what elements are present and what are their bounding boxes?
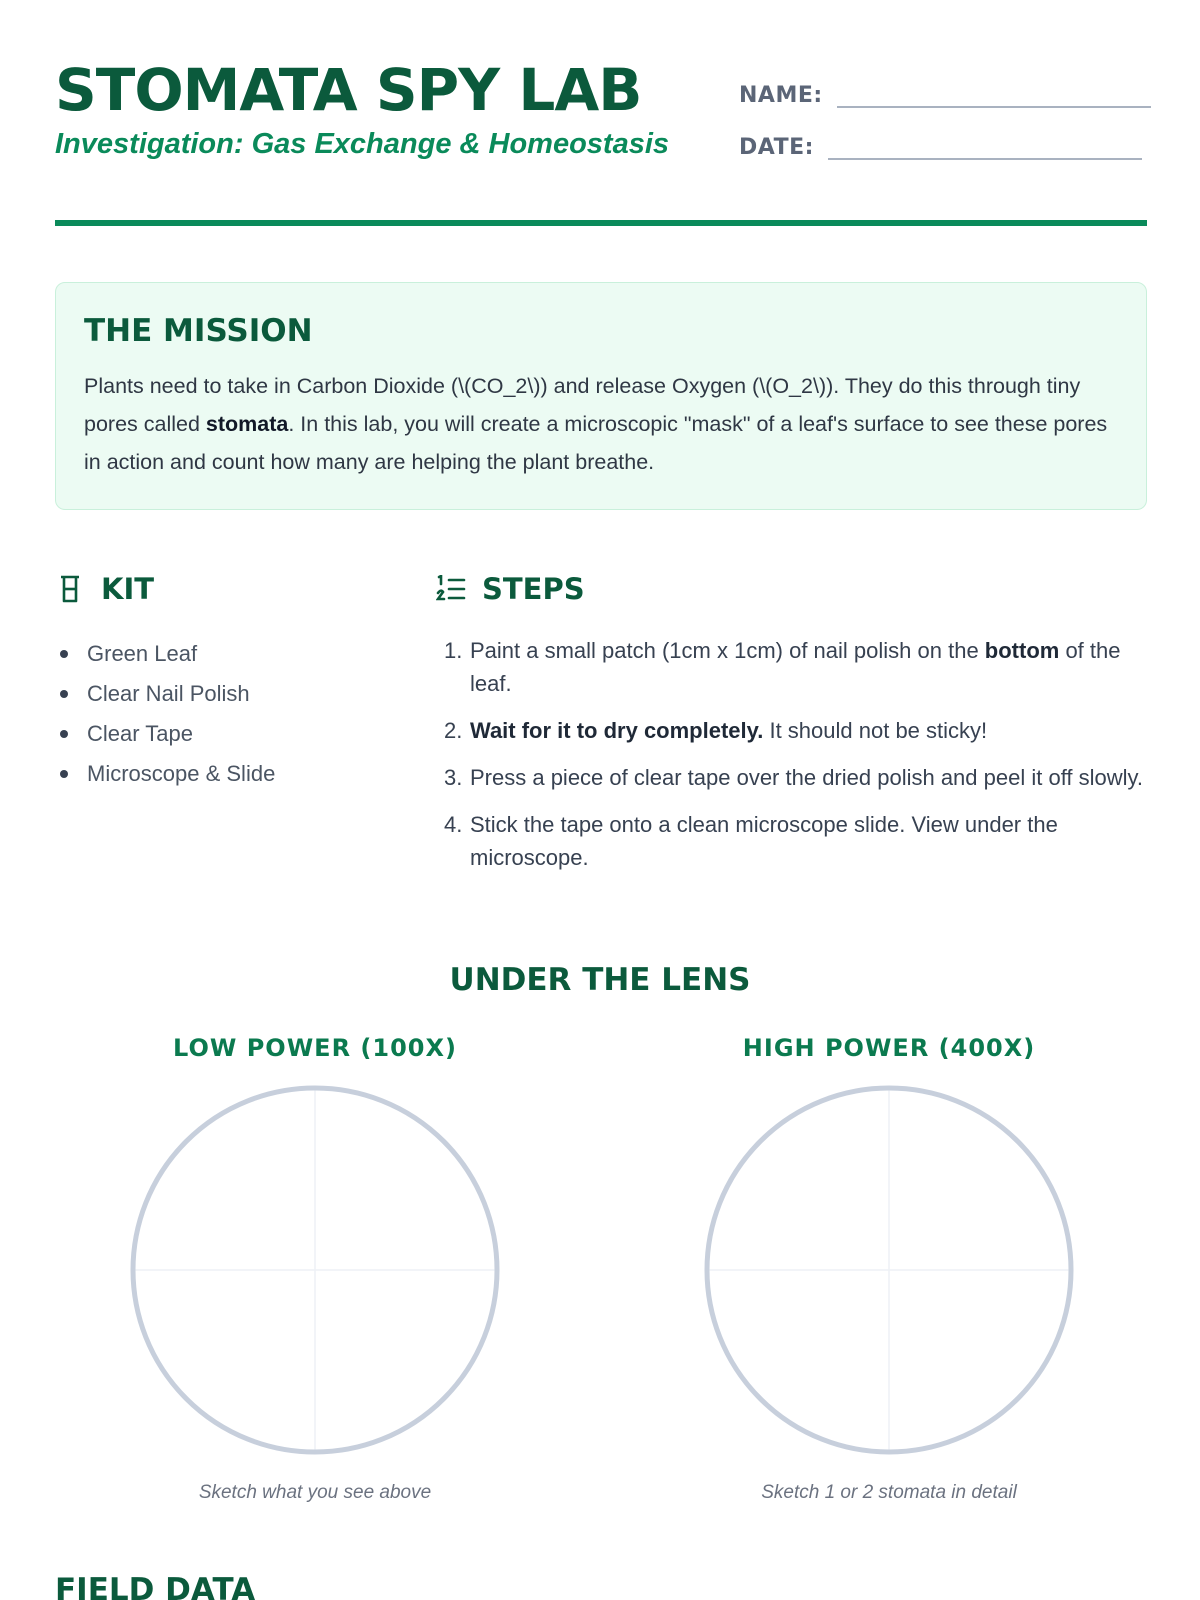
steps-heading-text: STEPS xyxy=(482,572,585,606)
step-number: 4. xyxy=(444,812,463,837)
step-text-part: It should not be sticky! xyxy=(763,718,988,743)
kit-item-label: Clear Nail Polish xyxy=(87,681,250,706)
step-text-part: Paint a small patch (1cm x 1cm) of nail polish on the xyxy=(470,638,985,663)
low-power-caption: Sketch what you see above xyxy=(198,1482,432,1503)
steps-list xyxy=(444,634,1144,888)
low-power-sketch-circle[interactable] xyxy=(127,1082,503,1458)
step-text-bold: Wait for it to dry completely. xyxy=(470,718,764,743)
kit-heading-text: KIT xyxy=(101,572,155,606)
bullet xyxy=(60,730,68,738)
date-label: DATE: xyxy=(739,135,814,160)
beaker-icon xyxy=(55,574,85,604)
step-number: 1. xyxy=(444,638,463,663)
step-text-bold: bottom xyxy=(984,638,1060,663)
list-item xyxy=(60,634,275,674)
step-text xyxy=(470,714,987,747)
list-item xyxy=(60,674,275,714)
low-power-label: LOW POWER (100X) xyxy=(173,1034,457,1062)
mission-box xyxy=(55,282,1147,510)
kit-item-label: Green Leaf xyxy=(87,641,198,666)
kit-item-label: Clear Tape xyxy=(87,721,193,746)
high-power-panel xyxy=(689,1034,1089,1504)
list-item xyxy=(60,714,275,754)
page-subtitle: Investigation: Gas Exchange & Homeostasis xyxy=(55,128,670,160)
high-power-sketch-circle[interactable] xyxy=(701,1082,1077,1458)
step-item xyxy=(444,808,1144,874)
step-text-part: Stick the tape onto a clean microscope slide. View under the microscope. xyxy=(470,812,1058,870)
step-item xyxy=(444,714,1144,747)
mission-keyword: stomata xyxy=(205,412,289,436)
kit-heading xyxy=(55,572,154,606)
step-text-part: of the leaf. xyxy=(470,638,1121,696)
name-field xyxy=(739,78,1151,108)
kit-list xyxy=(60,634,275,794)
step-text xyxy=(470,761,1143,794)
field-data-heading: FIELD DATA xyxy=(55,1572,256,1600)
page-title: STOMATA SPY LAB xyxy=(55,56,642,124)
worksheet-header xyxy=(55,56,1147,226)
mission-text xyxy=(84,367,1118,481)
step-number: 3. xyxy=(444,765,463,790)
step-item xyxy=(444,761,1144,794)
step-text xyxy=(470,634,1144,700)
low-power-panel xyxy=(115,1034,515,1504)
step-text-part: Press a piece of clear tape over the dried polish and peel it off slowly. xyxy=(470,765,1144,790)
mission-text-part-2: . In this lab, you will create a microscopic "mask" of a leaf's surface to see these pores in action and count how many are helping the plant breathe. xyxy=(84,412,1108,474)
kit-item-label: Microscope & Slide xyxy=(87,761,276,786)
bullet xyxy=(60,650,68,658)
numbered-list-icon xyxy=(436,574,466,604)
name-label: NAME: xyxy=(739,83,823,108)
mission-text-part-1: Plants need to take in Carbon Dioxide (\(CO_2\)) and release Oxygen (\(O_2\)). They do this through tiny pores called xyxy=(84,374,1081,436)
list-item xyxy=(60,754,275,794)
high-power-caption: Sketch 1 or 2 stomata in detail xyxy=(761,1482,1017,1503)
bullet xyxy=(60,770,68,778)
step-item xyxy=(444,634,1144,700)
date-line[interactable] xyxy=(828,130,1142,160)
step-text xyxy=(470,808,1144,874)
header-divider xyxy=(55,220,1147,226)
high-power-label: HIGH POWER (400X) xyxy=(742,1034,1036,1062)
mission-heading: THE MISSION xyxy=(84,313,313,349)
bullet xyxy=(60,690,68,698)
name-line[interactable] xyxy=(837,78,1151,108)
date-field xyxy=(739,130,1142,160)
step-number: 2. xyxy=(444,718,463,743)
steps-heading xyxy=(436,572,585,606)
lens-section-heading: UNDER THE LENS xyxy=(449,962,751,998)
